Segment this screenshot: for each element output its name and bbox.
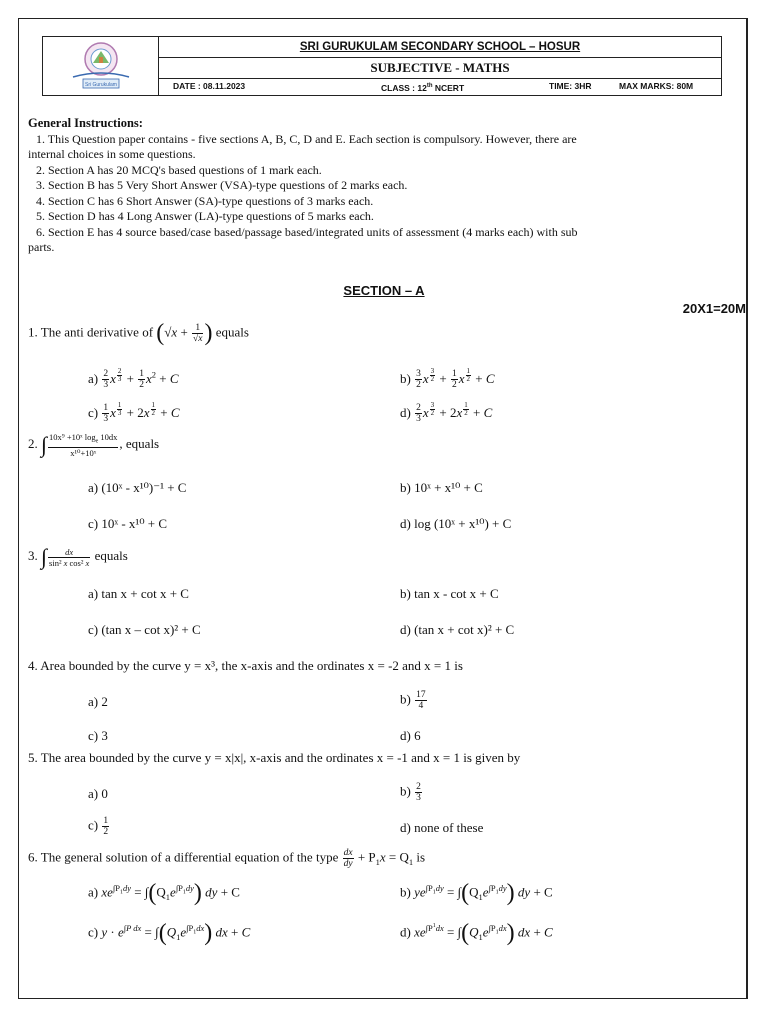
option-c: c) (tan x – cot x)² + C — [88, 622, 201, 637]
exam-class: CLASS : 12th NCERT — [381, 82, 465, 93]
option-c: c) $\frac{1}{2}$ — [88, 816, 109, 837]
school-name: SRI GURUKULAM SECONDARY SCHOOL – HOSUR — [159, 37, 721, 58]
instruction-item: 3. Section B has 5 Very Short Answer (VSA)-type questions of 2 marks each. — [36, 178, 408, 192]
svg-text:Sri Gurukulam: Sri Gurukulam — [85, 82, 117, 88]
question-3: 3. ∫ $\frac{dx}{\text{sin² x cos² x}}$ equals — [28, 544, 128, 569]
instruction-item: 4. Section C has 6 Short Answer (SA)-type questions of 3 marks each. — [36, 193, 374, 208]
exam-subject: SUBJECTIVE - MATHS — [159, 57, 721, 79]
option-b: b) $\frac{17}{4}$ — [400, 690, 426, 711]
option-d: d) none of these — [400, 820, 484, 835]
instruction-item: 5. Section D has 4 Long Answer (LA)-type questions of 5 marks each. — [36, 209, 374, 223]
option-a: a) (10ˣ - x¹⁰)⁻¹ + C — [88, 480, 187, 495]
option-a: a) 2 — [88, 694, 108, 709]
instruction-item: 2. Section A has 20 MCQ's based questions of 1 mark each. — [36, 162, 322, 177]
option-a: a) 0 — [88, 786, 108, 801]
section-marks: 20X1=20M — [682, 301, 746, 316]
instruction-item: 6. Section E has 4 source based/case based/passage based/integrated units of assessment (4 marks each) with sub — [36, 224, 578, 239]
section-title: SECTION – A — [343, 283, 425, 298]
option-d: d) 6 — [400, 728, 421, 743]
option-a: a) tan x + cot x + C — [88, 586, 189, 601]
question-2: 2. ∫ $\frac{10x^9 +10ˣ \log_e 10dx}{\text{x¹⁰+10ˣ}}$ , equals — [28, 432, 160, 458]
exam-max-marks: MAX MARKS: 80M — [619, 81, 694, 91]
option-c: c) 10ˣ - x¹⁰ + C — [88, 516, 168, 531]
option-b: b) tan x - cot x + C — [400, 586, 499, 601]
exam-date: DATE : 08.11.2023 — [173, 81, 246, 91]
option-b: b) $\frac{2}{3}$ — [400, 782, 421, 803]
option-d: d) $xe^{\int P^1dx} = \int(Q_1e^{\int P_1dx})$ dx + C — [400, 920, 553, 946]
instruction-item: internal choices in some questions. — [28, 147, 196, 161]
option-d: d) (tan x + cot x)² + C — [400, 622, 515, 637]
option-b: b) $\frac{3}{2}$ x $^{\frac{3}{2}}$ + $\frac{1}{2}$ x $^{\frac{1}{2}}$ + C — [400, 367, 495, 391]
question-4: 4. Area bounded by the curve y = x³, the x-axis and the ordinates x = -2 and x = 1 is — [28, 658, 463, 673]
instruction-item: 1. This Question paper contains - five sections A, B, C, D and E. Each section is compulsory. However, there are — [36, 131, 577, 146]
option-a: a) $xe^{\int P_1dy} = \int(Q_1e^{\int P_1dy})$ dy + C — [88, 880, 240, 906]
question-6: 6. The general solution of a differential equation of the type $\frac{dx}{dy}$ + $P_1x = Q_1$ is — [28, 848, 426, 869]
school-logo — [43, 37, 159, 95]
exam-details — [159, 78, 721, 95]
option-d: d) log (10ˣ + x¹⁰) + C — [400, 516, 512, 531]
question-1: 1. The anti derivative of (√x + $\frac{1}{√x}$ ) equals — [28, 320, 249, 346]
option-c: c) 3 — [88, 728, 108, 743]
option-a: a) $\frac{2}{3}$ x $^{\frac{2}{3}}$ + $\frac{1}{2}$ $x^2 + C$ — [88, 367, 179, 391]
general-instructions — [28, 116, 740, 256]
header-table — [42, 36, 722, 96]
instructions-title: General Instructions: — [28, 116, 143, 130]
option-b: b) $ye^{\int P_1dy} = \int(Q_1e^{\int P_1dy})$ dy + C — [400, 880, 553, 906]
question-5: 5. The area bounded by the curve y = x|x|, x-axis and the ordinates x = -1 and x = 1 is given by — [28, 750, 521, 765]
option-b: b) 10ˣ + x¹⁰ + C — [400, 480, 483, 495]
option-d: d) $\frac{2}{3}$ x $^{\frac{3}{2}}$ + 2x $^{\frac{1}{2}}$ + C — [400, 401, 493, 425]
exam-time: TIME: 3HR — [549, 81, 592, 91]
option-c: c) $\frac{1}{3}$ x $^{\frac{1}{3}}$ + 2x $^{\frac{1}{2}}$ + C — [88, 401, 180, 425]
instruction-item: parts. — [28, 240, 55, 254]
option-c: c) $y \cdot e^{\int P dx} = \int(Q_1e^{\int P_1dx})$ dx + C — [88, 920, 251, 946]
